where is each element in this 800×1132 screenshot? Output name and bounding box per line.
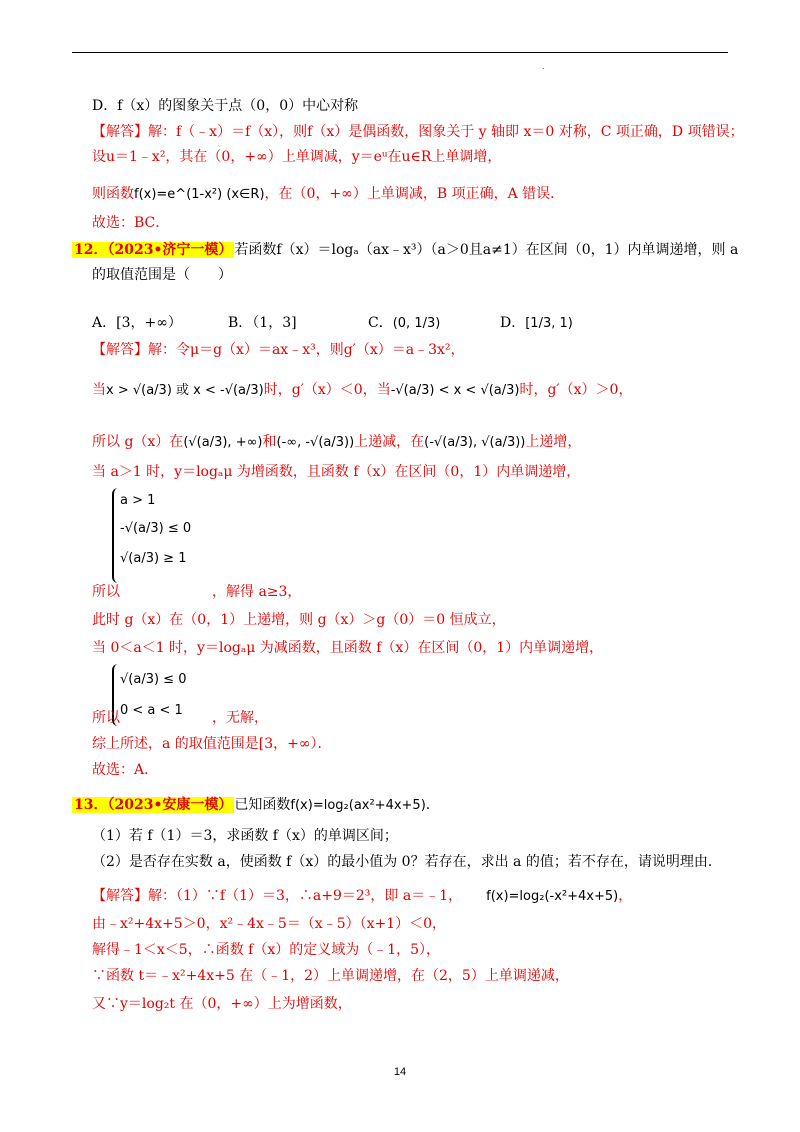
solution-line-1: 【解答】解：令μ＝g（x）＝ax﹣x³，则g′（x）＝a﹣3x²， (92, 342, 465, 358)
solution-line-8: 所以 ，无解， (92, 710, 268, 726)
question-13-part-1: （1）若 f（1）＝3，求函数 f（x）的单调区间； (92, 828, 398, 844)
question-12-line-2: 的取值范围是（ ） (92, 267, 232, 283)
option-d: D．[1/3, 1) (500, 315, 573, 331)
option-d-line: D．f（x）的图象关于点（0，0）中心对称 (92, 98, 359, 114)
q13-solution-line-3: 解得﹣1＜x＜5，∴函数 f（x）的定义域为（﹣1，5）， (92, 942, 441, 958)
solution-line-3: 所以 g（x）在(√(a/3), +∞)和(-∞, -√(a/3))上递减，在(-√(a/3), √(a/3))上递增， (92, 434, 582, 450)
system-1 (112, 488, 191, 583)
system-1-row-2: -√(a/3) ≤ 0 (120, 521, 192, 536)
answer-line-2: 设u＝1﹣x²，其在（0，+∞）上单调减，y＝eᵘ在u∈R上单调增， (92, 149, 502, 165)
question-13-part-2: （2）是否存在实数 a，使函数 f（x）的最小值为 0？若存在，求出 a 的值；若不存在，请说明理由． (92, 854, 722, 870)
system-2-row-2: 0 < a < 1 (120, 703, 183, 718)
q13-solution-line-4: ∵函数 t＝﹣x²+4x+5 在（﹣1，2）上单调递增，在（2，5）上单调递减， (92, 968, 569, 984)
page-number: 14 (393, 1066, 407, 1078)
solution-line-4: 当 a＞1 时，y＝logₐμ 为增函数，且函数 f（x）在区间（0，1）内单调递增， (92, 464, 581, 480)
question-12: 12．（2023•济宁一模） 若函数f（x）＝logₐ（ax﹣x³）（a＞0且a≠1）在区间（0，1）内单调递增，则 a (74, 242, 739, 258)
header-rule (72, 52, 728, 53)
system-1-row-1: a > 1 (120, 493, 156, 508)
solution-line-9: 综上所述，a 的取值范围是[3，+∞）． (92, 736, 332, 752)
answer-line-3: 则函数f(x)=e^(1-x²) (x∈R)，在（0，+∞）上单调减，B 项正确，A 错误． (92, 186, 565, 202)
option-b: B．（1，3] (228, 315, 297, 331)
system-1-row-3: √(a/3) ≥ 1 (120, 551, 187, 566)
question-13-badge: 13．（2023•安康一模） (74, 797, 233, 813)
exp-formula: f(x)=e^(1-x²) (x∈R) (134, 187, 265, 202)
question-12-badge: 12．（2023•济宁一模） (74, 242, 233, 258)
solution-line-5: 所以 ，解得 a≥3， (92, 584, 302, 600)
q13-solution-line-1: 【解答】解：（1）∵f（1）＝3，∴a+9＝2³，即 a＝﹣1， f(x)=log₂(-x²+4x+5)， (92, 888, 633, 904)
solution-line-6: 此时 g（x）在（0，1）上递增，则 g（x）＞g（0）＝0 恒成立， (92, 612, 506, 628)
option-c: C．(0, 1/3) (368, 315, 441, 331)
solution-line-7: 当 0＜a＜1 时，y＝logₐμ 为减函数，且函数 f（x）在区间（0，1）内单调递增， (92, 640, 604, 656)
answer-line-1: 【解答】解：f（﹣x）＝f（x），则f（x）是偶函数，图象关于 y 轴即 x＝0 对称，C 项正确，D 项错误； (92, 124, 744, 140)
system-2-row-1: √(a/3) ≤ 0 (120, 672, 187, 687)
q13-solution-line-2: 由﹣x²+4x+5＞0，x²﹣4x﹣5＝（x﹣5）（x+1）＜0， (92, 916, 447, 932)
solution-line-10: 故选：A． (92, 762, 159, 778)
q13-solution-line-5: 又∵y＝log₂t 在（0，+∞）上为增函数， (92, 996, 352, 1012)
answer-line-4: 故选：BC． (92, 215, 170, 231)
question-13: 13．（2023•安康一模） 已知函数f(x)=log₂(ax²+4x+5)． (74, 797, 440, 813)
solution-line-2: 当x > √(a/3) 或 x < -√(a/3)时，g′（x）＜0，当-√(a/3) < x < √(a/3)时，g′（x）＞0， (92, 382, 633, 398)
header-mark: . (542, 62, 545, 71)
option-a: A．[3，+∞） (92, 315, 182, 331)
